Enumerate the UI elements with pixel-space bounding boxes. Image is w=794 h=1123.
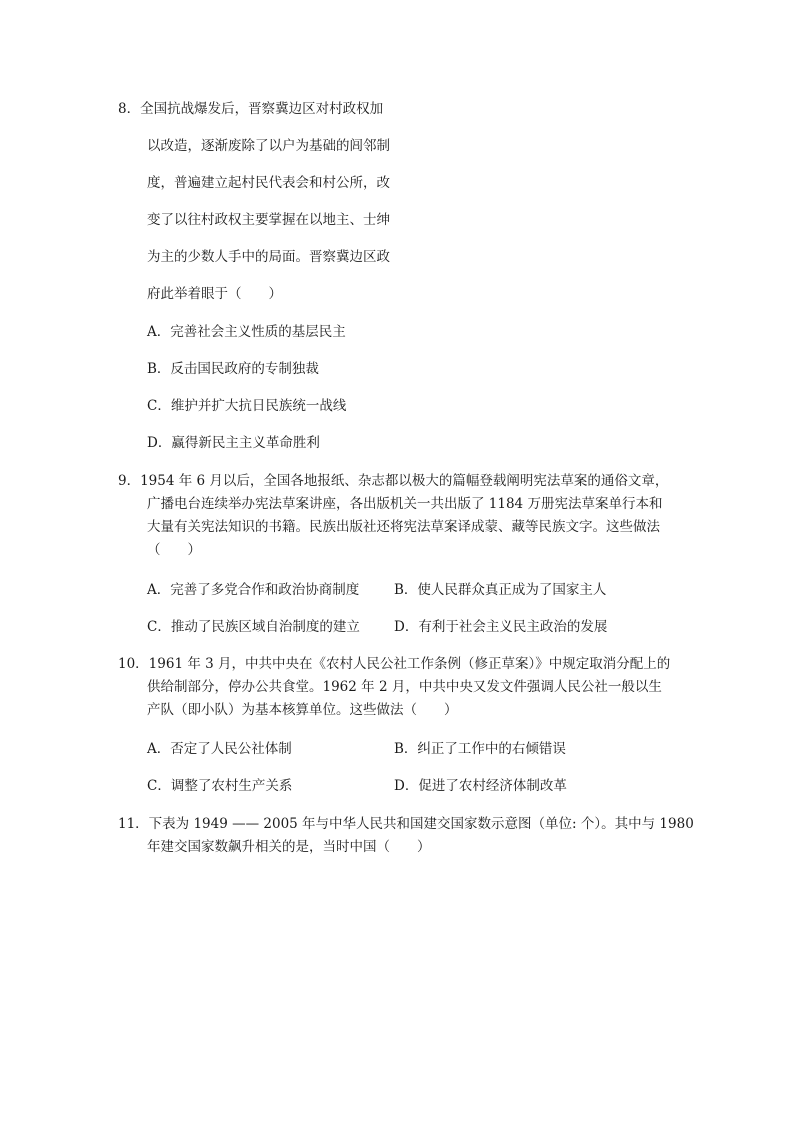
question-8-line-4: 变了以往村政权主要掌握在以地主、士绅 bbox=[147, 212, 390, 228]
question-8-option-c: C．维护并扩大抗日民族统一战线 bbox=[147, 398, 347, 414]
question-10-line-3: 产队（即小队）为基本核算单位。这些做法（ ） bbox=[147, 702, 458, 718]
question-10-option-a: A．否定了人民公社体制 bbox=[147, 741, 292, 757]
question-9-line-4: （ ） bbox=[147, 542, 201, 558]
question-10-line-2: 供给制部分，停办公共食堂。1962 年 2 月，中共中央又发文件强调人民公社一般以生 bbox=[147, 679, 662, 695]
question-9-option-a: A．完善了多党合作和政治协商制度 bbox=[147, 582, 360, 598]
question-8-line-6: 府此举着眼于（ ） bbox=[147, 286, 282, 302]
question-8-line-3: 度，普遍建立起村民代表会和村公所，改 bbox=[147, 175, 390, 191]
question-10-option-b: B．纠正了工作中的右倾错误 bbox=[394, 741, 566, 757]
question-9-line-3: 大量有关宪法知识的书籍。民族出版社还将宪法草案译成蒙、藏等民族文字。这些做法 bbox=[147, 519, 660, 535]
question-9-option-d: D．有利于社会主义民主政治的发展 bbox=[394, 619, 608, 635]
question-8-option-d: D．赢得新民主主义革命胜利 bbox=[147, 435, 320, 451]
question-10-line-1: 10．1961 年 3 月，中共中央在《农村人民公社工作条例（修正草案）》中规定取消分配上的 bbox=[118, 656, 671, 672]
question-8-option-a: A．完善社会主义性质的基层民主 bbox=[147, 324, 346, 340]
question-8-line-1: 8．全国抗战爆发后，晋察冀边区对村政权加 bbox=[118, 101, 384, 117]
question-9-line-1: 9．1954 年 6 月以后，全国各地报纸、杂志都以极大的篇幅登载阐明宪法草案的通俗文章， bbox=[118, 473, 669, 489]
question-8-line-2: 以改造，逐渐废除了以户为基础的闾邻制 bbox=[147, 138, 390, 154]
question-10-option-c: C．调整了农村生产关系 bbox=[147, 778, 293, 794]
question-11-line-1: 11．下表为 1949 —— 2005 年与中华人民共和国建交国家数示意图（单位: 个）。其中与 1980 bbox=[118, 816, 694, 832]
question-9-line-2: 广播电台连续举办宪法草案讲座，各出版机关一共出版了 1184 万册宪法草案单行本和 bbox=[147, 496, 663, 512]
question-9-option-b: B．使人民群众真正成为了国家主人 bbox=[394, 582, 607, 598]
question-8-option-b: B．反击国民政府的专制独裁 bbox=[147, 361, 319, 377]
question-8-line-5: 为主的少数人手中的局面。晋察冀边区政 bbox=[147, 249, 390, 265]
question-9-option-c: C．推动了民族区域自治制度的建立 bbox=[147, 619, 360, 635]
question-11-line-2: 年建交国家数飙升相关的是，当时中国（ ） bbox=[147, 839, 431, 855]
question-10-option-d: D．促进了农村经济体制改革 bbox=[394, 778, 567, 794]
